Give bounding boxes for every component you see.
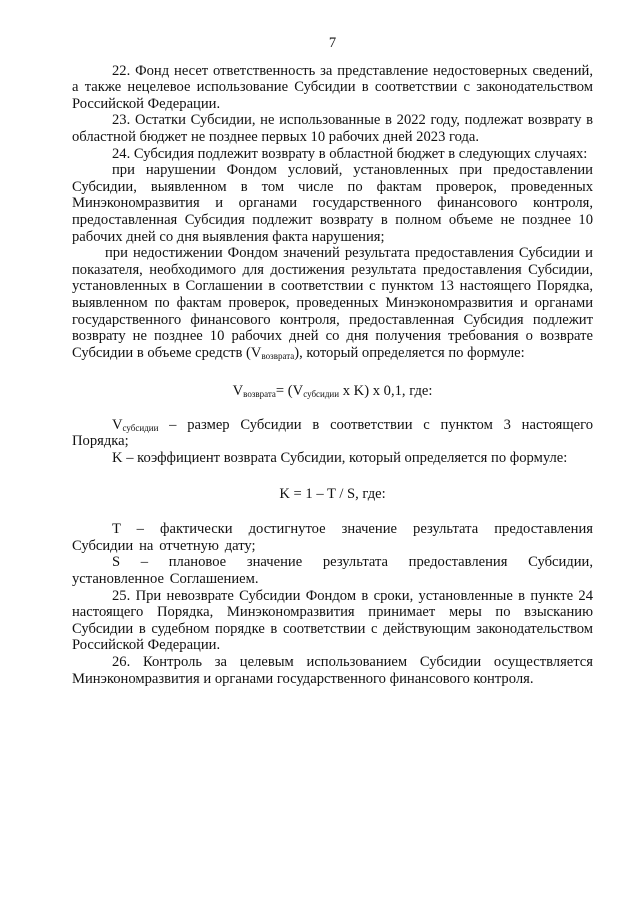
definition-t: T – фактически достигнутое значение результата предоставления Субсидии на отчетную дату; [72,521,593,554]
def-v-subscript: субсидии [122,422,159,433]
definition-s: S – плановое значение результата предоставления Субсидии, установленное Соглашением. [72,554,593,588]
case-2-tail: ), который определяется по формуле: [294,344,525,361]
page-number: 7 [328,35,337,51]
formula-1-sub-subsidy: субсидии [303,389,340,400]
formula-1-tail: x K) x 0,1, где: [339,383,433,400]
def-v-symbol: V [112,416,123,433]
paragraph-24-case-2 [72,245,593,361]
paragraph-25: 25. При невозврате Субсидии Фондом в сроки, установленные в пункте 24 настоящего Порядка, Минэкономразвития принимает меры по взысканию Субсидии в судебном порядке в соответствии с действующим законодательством Российской Федерации. [72,587,593,654]
formula-return-volume [72,383,593,400]
def-v-text: – размер Субсидии в соответствии с пунктом 3 настоящего Порядка; [72,416,593,450]
paragraph-26: 26. Контроль за целевым использованием Субсидии осуществляется Минэкономразвития и органами государственного финансового контроля. [72,654,593,687]
definition-k: K – коэффициент возврата Субсидии, который определяется по формуле: [112,450,568,467]
paragraph-22: 22. Фонд несет ответственность за представление недостоверных сведений, а также нецелевое использование Субсидии в соответствии с законодательством Российской Федерации. [72,62,593,112]
formula-1-sub-return: возврата [243,389,276,400]
paragraph-24: 24. Субсидия подлежит возврату в областной бюджет в следующих случаях: [112,145,588,162]
paragraph-24-case-1: при нарушении Фондом условий, установленных при предоставлении Субсидии, выявленном в том числе по фактам проверок, проведенных Минэкономразвития и органами государственного финансового контроля, предоставленная Субсидия подлежит возврату в полном объеме не позднее 10 рабочих дней со дня выявления факта нарушения; [72,162,593,245]
formula-coefficient: K = 1 – T / S, где: [279,485,386,502]
formula-1-mid: = (V [275,383,304,400]
case-2-text: при недостижении Фондом значений результата предоставления Субсидии и показателя, необходимого для достижения результата предоставления Субсидии, установленных в Соглашении в соответствии с пунктом 13 настоящего Порядка, выявленном по фактам проверок, проведенных Минэкономразвития и органами государственного финансового контроля, предоставленная Субсидия подлежит возврату не позднее 10 рабочих дней со дня получения требования о возврате Субсидии в объеме средств (V [72,245,593,361]
formula-1-v: V [232,383,244,400]
paragraph-23: 23. Остатки Субсидии, не использованные в 2022 году, подлежат возврату в областной бюджет не позднее первых 10 рабочих дней 2023 года. [72,112,593,145]
case-2-subscript: возврата [261,350,295,361]
definition-v-subsidy [72,417,593,450]
